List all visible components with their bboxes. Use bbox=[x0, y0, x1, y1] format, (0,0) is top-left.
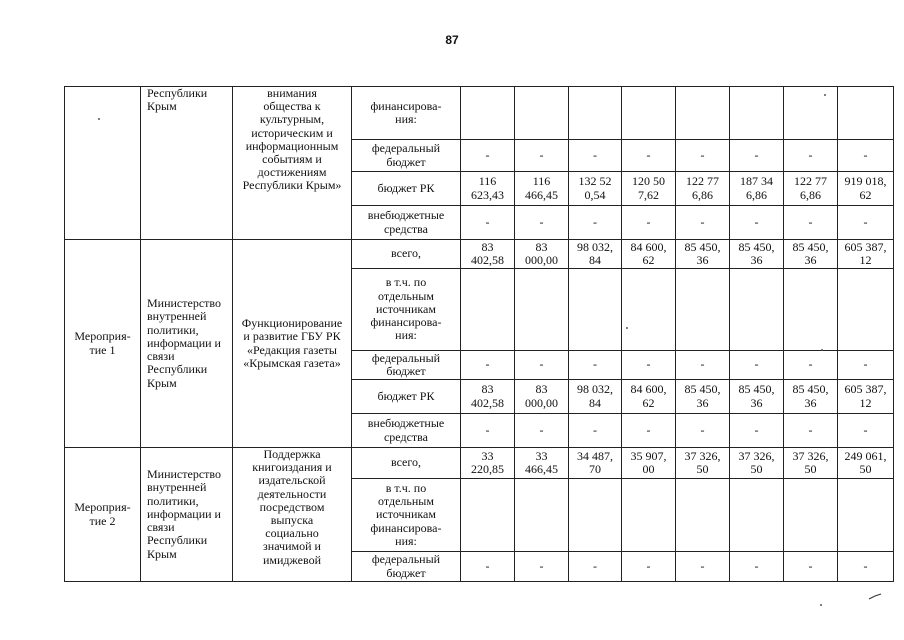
amount-cell: 85 450, 36 bbox=[676, 240, 730, 269]
table-row bbox=[65, 87, 894, 140]
amount-cell: 120 50 7,62 bbox=[622, 172, 676, 206]
amount-cell: - bbox=[784, 206, 838, 240]
financing-table bbox=[64, 86, 894, 582]
amount-cell: - bbox=[730, 351, 784, 380]
amount-cell bbox=[784, 269, 838, 351]
amount-cell: - bbox=[676, 140, 730, 172]
responsible-org-cell: Министерство внутренней политики, информации и связи Республики Крым bbox=[141, 448, 233, 582]
amount-cell bbox=[784, 87, 838, 140]
event-name-cell: Мероприя- тие 1 bbox=[65, 240, 141, 448]
amount-cell: 116 623,43 bbox=[461, 172, 515, 206]
amount-cell: - bbox=[461, 351, 515, 380]
amount-cell bbox=[622, 269, 676, 351]
funding-source-label: финансирова- ния: bbox=[352, 87, 461, 140]
amount-cell bbox=[622, 87, 676, 140]
amount-cell: 85 450, 36 bbox=[784, 240, 838, 269]
amount-cell: - bbox=[569, 351, 622, 380]
amount-cell: - bbox=[730, 552, 784, 582]
amount-cell: 37 326, 50 bbox=[784, 448, 838, 479]
amount-cell: - bbox=[569, 140, 622, 172]
amount-cell: - bbox=[676, 414, 730, 448]
amount-cell: - bbox=[515, 414, 569, 448]
event-description-cell: Функционирование и развитие ГБУ РК «Редакция газеты «Крымская газета» bbox=[233, 240, 352, 448]
scan-speck bbox=[820, 604, 822, 606]
amount-cell: - bbox=[730, 140, 784, 172]
amount-cell: 83 000,00 bbox=[515, 380, 569, 414]
table-row bbox=[65, 240, 894, 269]
amount-cell: - bbox=[569, 414, 622, 448]
scan-speck bbox=[626, 327, 628, 329]
amount-cell: 37 326, 50 bbox=[676, 448, 730, 479]
amount-cell bbox=[515, 87, 569, 140]
funding-source-label: внебюджетные средства bbox=[352, 414, 461, 448]
amount-cell: - bbox=[784, 414, 838, 448]
amount-cell: - bbox=[730, 414, 784, 448]
amount-cell: - bbox=[622, 140, 676, 172]
page-number: 87 bbox=[445, 33, 459, 47]
amount-cell bbox=[461, 479, 515, 552]
amount-cell: 122 77 6,86 bbox=[784, 172, 838, 206]
funding-source-label: в т.ч. по отдельным источникам финансирова- ния: bbox=[352, 479, 461, 552]
amount-cell: - bbox=[461, 414, 515, 448]
amount-cell: 919 018, 62 bbox=[838, 172, 894, 206]
funding-source-label: бюджет РК bbox=[352, 380, 461, 414]
amount-cell: - bbox=[569, 206, 622, 240]
amount-cell bbox=[730, 87, 784, 140]
amount-cell: 85 450, 36 bbox=[784, 380, 838, 414]
amount-cell: - bbox=[838, 140, 894, 172]
amount-cell: 37 326, 50 bbox=[730, 448, 784, 479]
amount-cell: - bbox=[730, 206, 784, 240]
amount-cell: 33 466,45 bbox=[515, 448, 569, 479]
amount-cell: 85 450, 36 bbox=[676, 380, 730, 414]
amount-cell: - bbox=[622, 414, 676, 448]
funding-source-label: федеральный бюджет bbox=[352, 140, 461, 172]
amount-cell: - bbox=[784, 552, 838, 582]
amount-cell: - bbox=[515, 351, 569, 380]
event-description-cell: внимания общества к культурным, историческим и информационным событиям и достижениям Республики Крым» bbox=[233, 87, 352, 240]
amount-cell: 187 34 6,86 bbox=[730, 172, 784, 206]
pen-mark-icon bbox=[868, 593, 882, 601]
event-name-cell bbox=[65, 87, 141, 240]
amount-cell: 84 600, 62 bbox=[622, 240, 676, 269]
amount-cell: 605 387, 12 bbox=[838, 240, 894, 269]
amount-cell: - bbox=[838, 206, 894, 240]
amount-cell bbox=[515, 479, 569, 552]
responsible-org-cell: Республики Крым bbox=[141, 87, 233, 240]
amount-cell bbox=[515, 269, 569, 351]
amount-cell bbox=[676, 269, 730, 351]
funding-source-label: бюджет РК bbox=[352, 172, 461, 206]
amount-cell: - bbox=[622, 206, 676, 240]
table-body bbox=[65, 87, 894, 582]
funding-source-label: всего, bbox=[352, 448, 461, 479]
event-description-cell: Поддержка книгоиздания и издательской деятельности посредством выпуска социально значимой и имиджевой bbox=[233, 448, 352, 582]
amount-cell: 84 600, 62 bbox=[622, 380, 676, 414]
amount-cell: - bbox=[622, 552, 676, 582]
amount-cell: 98 032, 84 bbox=[569, 240, 622, 269]
amount-cell: 83 402,58 bbox=[461, 380, 515, 414]
amount-cell: 83 402,58 bbox=[461, 240, 515, 269]
amount-cell bbox=[838, 479, 894, 552]
amount-cell: - bbox=[569, 552, 622, 582]
event-name-cell: Мероприя- тие 2 bbox=[65, 448, 141, 582]
amount-cell bbox=[569, 269, 622, 351]
scan-speck bbox=[98, 118, 100, 120]
amount-cell: - bbox=[838, 552, 894, 582]
amount-cell: - bbox=[784, 351, 838, 380]
amount-cell: - bbox=[622, 351, 676, 380]
amount-cell: 122 77 6,86 bbox=[676, 172, 730, 206]
funding-source-label: в т.ч. по отдельным источникам финансирова- ния: bbox=[352, 269, 461, 351]
amount-cell bbox=[838, 87, 894, 140]
funding-source-label: внебюджетные средства bbox=[352, 206, 461, 240]
amount-cell: - bbox=[676, 351, 730, 380]
amount-cell: 605 387, 12 bbox=[838, 380, 894, 414]
amount-cell bbox=[676, 479, 730, 552]
amount-cell bbox=[569, 479, 622, 552]
scan-speck bbox=[824, 94, 826, 96]
amount-cell: 34 487, 70 bbox=[569, 448, 622, 479]
amount-cell bbox=[461, 87, 515, 140]
amount-cell bbox=[569, 87, 622, 140]
funding-source-label: федеральный бюджет bbox=[352, 552, 461, 582]
amount-cell: 33 220,85 bbox=[461, 448, 515, 479]
amount-cell bbox=[622, 479, 676, 552]
amount-cell bbox=[461, 269, 515, 351]
amount-cell: - bbox=[515, 140, 569, 172]
amount-cell: - bbox=[784, 140, 838, 172]
amount-cell: - bbox=[515, 206, 569, 240]
amount-cell: 85 450, 36 bbox=[730, 380, 784, 414]
funding-source-label: федеральный бюджет bbox=[352, 351, 461, 380]
funding-source-label: всего, bbox=[352, 240, 461, 269]
amount-cell: - bbox=[461, 140, 515, 172]
amount-cell: - bbox=[676, 552, 730, 582]
amount-cell: 249 061, 50 bbox=[838, 448, 894, 479]
amount-cell: 35 907, 00 bbox=[622, 448, 676, 479]
amount-cell: 132 52 0,54 bbox=[569, 172, 622, 206]
amount-cell: - bbox=[838, 351, 894, 380]
amount-cell bbox=[784, 479, 838, 552]
amount-cell: - bbox=[838, 414, 894, 448]
responsible-org-cell: Министерство внутренней политики, информации и связи Республики Крым bbox=[141, 240, 233, 448]
scan-speck bbox=[821, 349, 823, 351]
amount-cell: - bbox=[676, 206, 730, 240]
amount-cell: 98 032, 84 bbox=[569, 380, 622, 414]
amount-cell: 83 000,00 bbox=[515, 240, 569, 269]
amount-cell: - bbox=[515, 552, 569, 582]
amount-cell: - bbox=[461, 206, 515, 240]
amount-cell bbox=[730, 479, 784, 552]
amount-cell: 85 450, 36 bbox=[730, 240, 784, 269]
amount-cell bbox=[838, 269, 894, 351]
amount-cell: - bbox=[461, 552, 515, 582]
amount-cell bbox=[676, 87, 730, 140]
table-row bbox=[65, 448, 894, 479]
amount-cell bbox=[730, 269, 784, 351]
amount-cell: 116 466,45 bbox=[515, 172, 569, 206]
